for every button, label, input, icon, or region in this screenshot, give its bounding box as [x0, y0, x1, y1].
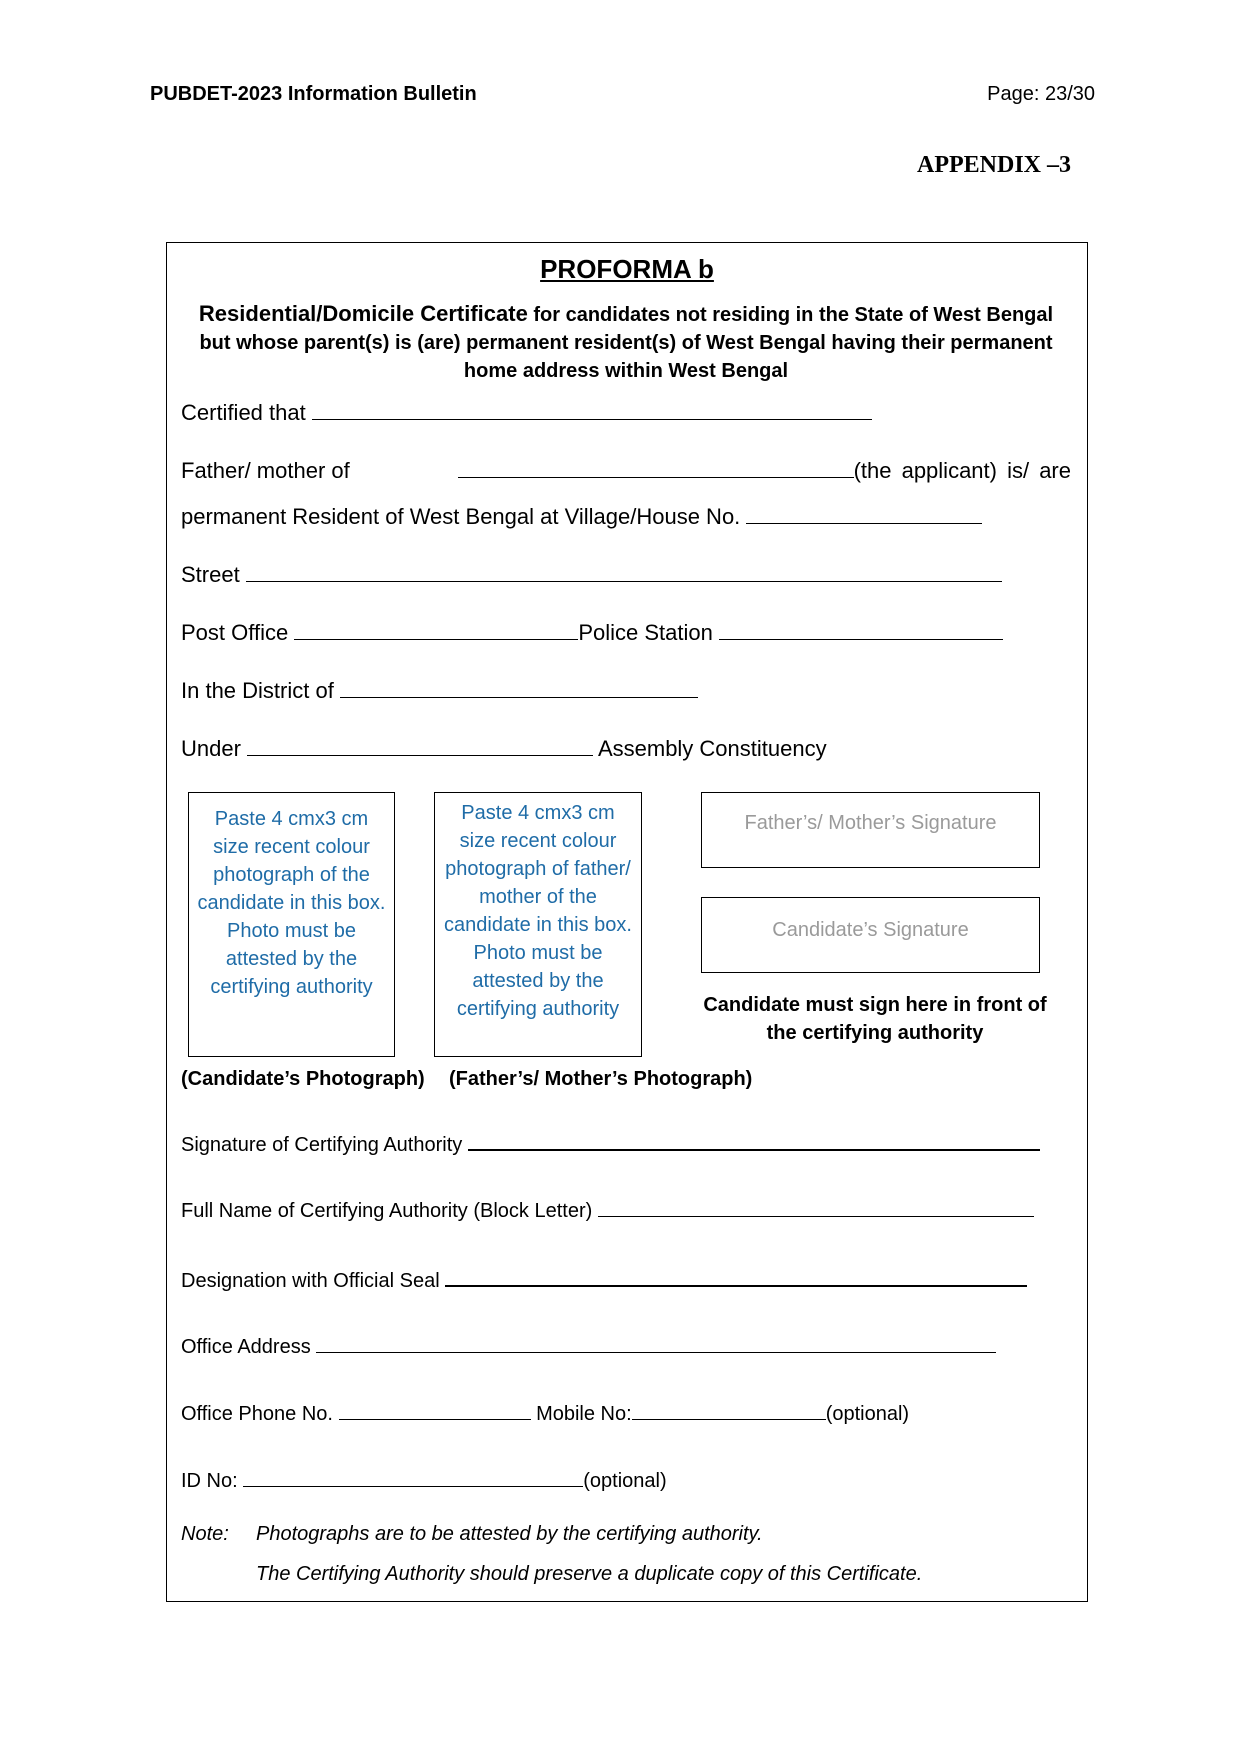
page-number: Page: 23/30: [987, 83, 1095, 105]
district-blank[interactable]: [340, 675, 698, 698]
certified-that-blank[interactable]: [312, 397, 872, 420]
full-name-authority-row: [181, 1196, 1034, 1224]
signature-authority-blank[interactable]: [468, 1129, 1040, 1151]
candidate-photo-caption: (Candidate’s Photograph): [181, 1068, 425, 1090]
parent-signature-box[interactable]: [701, 792, 1040, 868]
candidate-photo-box[interactable]: [188, 792, 395, 1057]
district-row: [181, 675, 698, 705]
candidate-photo-instructions: Paste 4 cmx3 cm size recent colour photograph of the candidate in this box. Photo must be attested by the certifying authority: [197, 808, 386, 998]
proforma-subtitle: [190, 300, 1062, 385]
mobile-label: Mobile No:: [536, 1403, 632, 1425]
office-address-blank[interactable]: [316, 1332, 996, 1353]
police-station-blank[interactable]: [719, 617, 1003, 640]
parent-photo-instructions: Paste 4 cmx3 cm size recent colour photograph of father/ mother of the candidate in this box. Photo must be attested by the certifying authority: [444, 802, 632, 1020]
designation-blank[interactable]: [445, 1265, 1027, 1287]
parent-signature-placeholder: Father’s/ Mother’s Signature: [744, 812, 997, 834]
mobile-optional: (optional): [825, 1403, 910, 1425]
street-label: Street: [181, 562, 240, 587]
full-name-authority-blank[interactable]: [598, 1196, 1034, 1217]
candidate-signature-placeholder: Candidate’s Signature: [772, 919, 969, 941]
office-address-label: Office Address: [181, 1336, 311, 1358]
designation-label: Designation with Official Seal: [181, 1270, 440, 1292]
office-phone-blank[interactable]: [339, 1399, 531, 1420]
post-police-row: [181, 617, 1003, 647]
subtitle-rest: for candidates not residing in the State of West Bengal but whose parent(s) is (are) permanent resident(s) of West Bengal having their permanent home address within West Bengal: [199, 304, 1054, 382]
father-mother-row: [181, 455, 1071, 485]
sign-instruction: Candidate must sign here in front of the certifying authority: [703, 994, 1047, 1044]
district-label: In the District of: [181, 678, 334, 703]
id-no-blank[interactable]: [243, 1466, 583, 1487]
proforma-title: PROFORMA b: [540, 254, 714, 284]
candidate-signature-box[interactable]: [701, 897, 1040, 973]
certified-that-row: [181, 397, 872, 427]
post-office-blank[interactable]: [294, 617, 578, 640]
father-mother-label: Father/ mother of: [181, 458, 350, 483]
street-blank[interactable]: [246, 559, 1002, 582]
id-no-label: ID No:: [181, 1470, 238, 1492]
assembly-blank[interactable]: [247, 733, 593, 756]
applicant-label: (the applicant) is/ are: [853, 458, 1071, 483]
assembly-label: Assembly Constituency: [597, 736, 827, 761]
note-line-2: The Certifying Authority should preserve a duplicate copy of this Certificate.: [256, 1563, 923, 1585]
parent-photo-caption: (Father’s/ Mother’s Photograph): [449, 1068, 753, 1090]
permanent-resident-row: [181, 501, 982, 531]
mobile-blank[interactable]: [632, 1399, 826, 1420]
office-address-row: [181, 1332, 996, 1360]
permanent-resident-label: permanent Resident of West Bengal at Village/House No.: [181, 504, 741, 529]
note-label: Note:: [181, 1523, 229, 1545]
post-office-label: Post Office: [181, 620, 289, 645]
full-name-authority-label: Full Name of Certifying Authority (Block Letter): [181, 1200, 593, 1222]
subtitle-lead: Residential/Domicile Certificate: [198, 301, 528, 326]
signature-authority-row: [181, 1129, 1040, 1158]
parent-photo-box[interactable]: [434, 792, 642, 1057]
designation-row: [181, 1265, 1027, 1294]
under-label: Under: [181, 736, 241, 761]
phone-row: [181, 1399, 909, 1427]
id-optional: (optional): [583, 1470, 667, 1492]
village-house-blank[interactable]: [746, 501, 982, 524]
office-phone-label: Office Phone No.: [181, 1403, 333, 1425]
police-station-label: Police Station: [578, 620, 713, 645]
note-line-1: Photographs are to be attested by the certifying authority.: [256, 1523, 763, 1545]
street-row: [181, 559, 1002, 589]
applicant-name-blank[interactable]: [458, 455, 854, 478]
signature-authority-label: Signature of Certifying Authority: [181, 1134, 463, 1156]
appendix-label: APPENDIX –3: [917, 152, 1071, 178]
certified-that-label: Certified that: [181, 400, 306, 425]
assembly-row: [181, 733, 827, 763]
bulletin-title: PUBDET-2023 Information Bulletin: [150, 83, 477, 105]
id-row: [181, 1466, 667, 1494]
